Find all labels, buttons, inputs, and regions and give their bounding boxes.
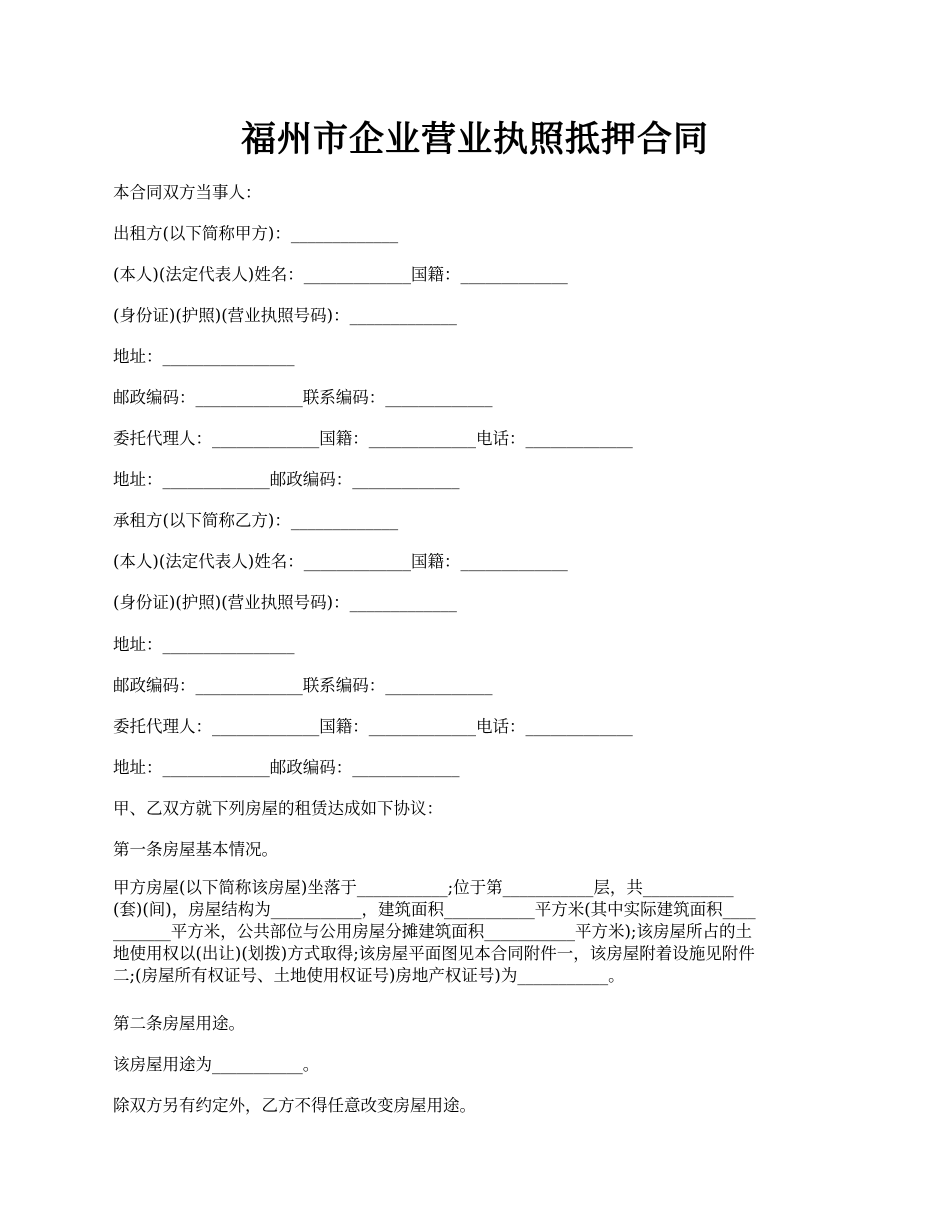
lessor-address-line: 地址：________________ [113, 347, 295, 366]
usage-line: 该房屋用途为___________。 [113, 1055, 320, 1074]
article-1-line: 二;(房屋所有权证号、土地使用权证号)房地产权证号)为___________。 [113, 966, 625, 985]
lessee-agent-address-line: 地址：_____________邮政编码：_____________ [113, 758, 460, 777]
lessee-address-line: 地址：________________ [113, 635, 295, 654]
article-1-line: 甲方房屋(以下简称该房屋)坐落于___________;位于第___________层，共___________ [113, 878, 734, 897]
lessee-line: 承租方(以下简称乙方)：_____________ [113, 511, 399, 530]
article-1-line: (套)(间)，房屋结构为___________，建筑面积___________平方米(其中实际建筑面积____ [113, 900, 756, 919]
lessor-postcode-line: 邮政编码：_____________联系编码：_____________ [113, 388, 493, 407]
article-1-line: _______平方米，公共部位与公用房屋分摊建筑面积___________平方米);该房屋所占的土 [113, 922, 752, 941]
article-2-heading: 第二条房屋用途。 [113, 1014, 245, 1033]
article-1-line: 地使用权以(出让)(划拨)方式取得;该房屋平面图见本合同附件一，该房屋附着设施见附件 [113, 944, 755, 963]
article-1-heading: 第一条房屋基本情况。 [113, 840, 278, 859]
lessee-name-line: (本人)(法定代表人)姓名：_____________国籍：_____________ [113, 552, 568, 571]
lessor-agent-address-line: 地址：_____________邮政编码：_____________ [113, 470, 460, 489]
lessor-line: 出租方(以下简称甲方)：_____________ [113, 224, 399, 243]
agreement-intro: 甲、乙双方就下列房屋的租赁达成如下协议： [113, 799, 443, 818]
lessee-agent-line: 委托代理人：_____________国籍：_____________电话：_____________ [113, 717, 633, 736]
lessor-id-line: (身份证)(护照)(营业执照号码)：_____________ [113, 306, 457, 325]
lessee-id-line: (身份证)(护照)(营业执照号码)：_____________ [113, 593, 457, 612]
lessor-name-line: (本人)(法定代表人)姓名：_____________国籍：_____________ [113, 265, 568, 284]
document-title: 福州市企业营业执照抵押合同 [240, 119, 709, 160]
usage-restriction-line: 除双方另有约定外，乙方不得任意改变房屋用途。 [113, 1096, 476, 1115]
article-1-paragraph [113, 877, 833, 987]
lessor-agent-line: 委托代理人：_____________国籍：_____________电话：_____________ [113, 429, 633, 448]
parties-intro: 本合同双方当事人： [113, 183, 262, 202]
lessee-postcode-line: 邮政编码：_____________联系编码：_____________ [113, 676, 493, 695]
